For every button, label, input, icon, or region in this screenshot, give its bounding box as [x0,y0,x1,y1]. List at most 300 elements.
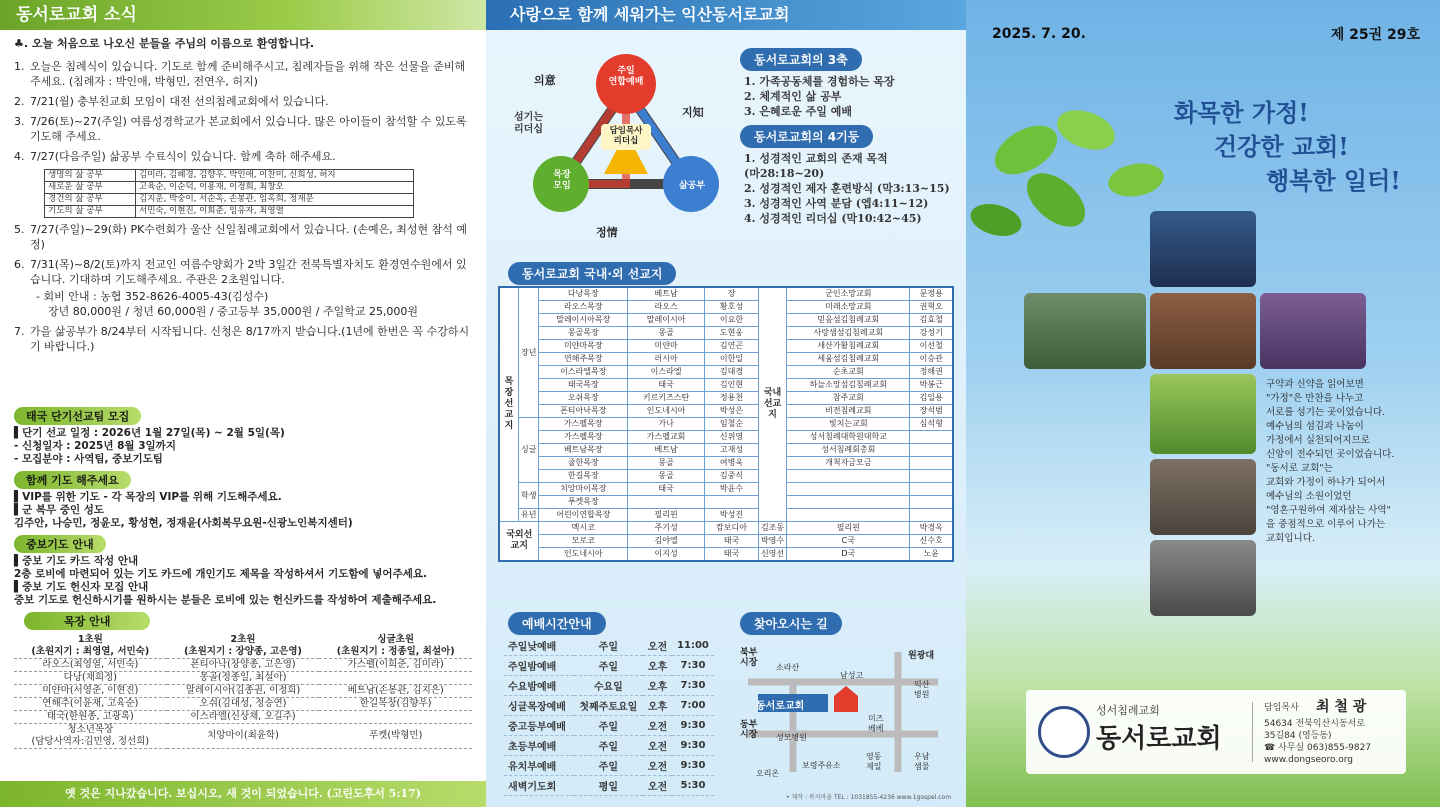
domestic-cell: 참주교회 [787,392,910,405]
mission-cell: 태국 [628,379,705,392]
description-line: "영혼구원하여 제자삼는 사역" [1266,505,1391,516]
mission-cell: 라오스목장 [539,301,628,314]
mission-cell: 이스라엘 [628,366,705,379]
label-single: 싱글 [519,418,539,483]
axis-item: 1. 가족공동체를 경험하는 목장 [744,75,895,88]
abroad-cell: 이지성 [628,548,705,562]
fee-info-2: 장년 80,000원 / 청년 60,000원 / 중고등부 35,000원 / 주일학교 25,000원 [48,305,419,318]
worship-name: 새벽기도회 [504,776,574,796]
section-intercession: 중보기도 안내 [14,535,106,553]
worship-time: 7:00 [672,696,714,716]
news-item [14,94,472,109]
church-info-card [1026,690,1406,774]
mission-row [499,431,953,444]
mission-cell: 박성은 [705,405,759,418]
bullet-line: ▌중보 기도 카드 작성 안내 [14,555,139,567]
worship-row [504,696,714,716]
mokjang-row [14,659,472,672]
mokjang-cell: 연해주(이윤재, 고육순) [14,698,167,711]
domestic-cell [910,444,953,457]
mission-row [499,366,953,379]
label-abroad: 국외선교지 [499,522,539,562]
mission-cell: 베트남 [628,287,705,301]
domestic-cell: 사랑샘섬김침례교회 [787,327,910,340]
worship-row [504,716,714,736]
news-text: 7/31(목)~8/2(토)까지 전교인 여름수양회가 2박 3일간 전북특별자치도 환경연수원에서 있습니다. 기대하며 기도해주세요. 주관은 2초원입니다. [30,258,467,286]
domestic-cell: 문정용 [910,287,953,301]
label-knowledge: 지知 [682,106,704,119]
worship-time: 9:30 [672,736,714,756]
worship-name: 주일밤예배 [504,656,574,676]
abroad-cell: D국 [787,548,910,562]
news-number: 3. [14,115,25,128]
domestic-cell: 순초교회 [787,366,910,379]
worship-row [504,776,714,796]
mokjang-row [14,698,472,711]
church-description [1266,378,1436,546]
worship-ampm: 오후 [643,696,672,716]
label-emotion: 정情 [596,226,618,239]
section-thai-mission: 태국 단기선교팀 모집 [14,407,141,425]
mokjang-cell: 미얀마(서영준, 이현진) [14,685,167,698]
mission-cell: 신위영 [705,431,759,444]
bullet-line: 2층 로비에 마련되어 있는 기도 카드에 개인기도 제목을 작성하셔서 기도함에 넣어주세요. [14,568,427,580]
abroad-row [499,535,953,548]
worship-day: 주일 [574,636,644,656]
map-miz: 미즈 베베 [868,714,884,733]
news-number: 1. [14,60,25,73]
pillar-item: (마28:18~20) [744,167,825,180]
study-members: 서민숙, 이현진, 이희준, 임유자, 최영열 [136,206,414,218]
photo-worship-stage [1150,211,1256,287]
news-item [14,257,472,287]
domestic-cell: 성서침례대학원대학교 [787,431,910,444]
mokjang-cell: 베트남(손봉관, 김지은) [319,685,472,698]
worship-day: 수요일 [574,676,644,696]
map-sungmo: 성모병원 [776,733,807,742]
mission-cell: 러시아 [628,353,705,366]
mission-row [499,340,953,353]
domestic-cell: 새산가활침례교회 [787,340,910,353]
worship-name: 수요밤예배 [504,676,574,696]
abroad-cell: 캄보디아 [705,522,759,535]
domestic-cell: 김효철 [910,314,953,327]
description-line: "가정"은 만찬을 나누고 [1266,393,1364,404]
mission-table [498,286,954,562]
domestic-cell: 세움섬김침례교회 [787,353,910,366]
domestic-cell: 성서침례회총회 [787,444,910,457]
address-line-1: 54634 전북익산시동서로 [1264,719,1366,729]
domestic-cell [910,509,953,522]
worship-row [504,636,714,656]
worship-day: 평일 [574,776,644,796]
verse-footer: 옛 것은 지나갔습니다. 보십시오, 새 것이 되었습니다. (고린도후서 5:17) [0,781,486,807]
domestic-cell [910,496,953,509]
pillar-item: 1. 성경적인 교회의 존재 목적 [744,152,888,165]
axis-item: 2. 체계적인 삶 공부 [744,90,842,103]
mission-cell: 말레이시아 [628,314,705,327]
worship-ampm: 오전 [643,776,672,796]
mission-cell: 쥴한목장 [539,457,628,470]
label-domestic: 국내선교지 [758,287,786,522]
pastor-label: 담임목사 [1264,703,1299,713]
worship-name: 싱글목장예배 [504,696,574,716]
issue-date: 2025. 7. 20. [992,26,1086,42]
bullet-line: ▌중보 기도 헌신자 모집 안내 [14,581,149,593]
photo-baptism [1150,293,1256,369]
domestic-cell: 하늘소망섬김침례교회 [787,379,910,392]
church-name: 동서로교회 [1096,724,1222,754]
mokjang-cell: 몽골(정종일, 최설아) [167,672,320,685]
bullet-line: ▌군 복무 중인 성도 [14,504,105,516]
abroad-cell: 모로코 [539,535,628,548]
news-number: 6. [14,258,25,271]
mokjang-header: 1초원 (초원지기 : 최영열, 서민숙) [14,634,167,659]
mission-cell: 태국 [628,483,705,496]
mission-cell: 몽골목장 [539,327,628,340]
label-servant-leadership: 섬기는 리더십 [514,112,543,135]
mission-row [499,301,953,314]
mokjang-cell: 가스펠(이희준, 김미라) [319,659,472,672]
church-phone: ☎ 사무실 063)855-9827 [1264,743,1372,753]
domestic-cell: 권혁오 [910,301,953,314]
mission-cell: 미얀마 [628,340,705,353]
news-text: 7/27(주일)~29(화) PK수련회가 울산 신일침례교회에서 있습니다. (손예은, 최성현 참석 예정) [30,223,467,251]
mokjang-cell: 푸켓(박형민) [319,724,472,749]
mokjang-cell: 청소년목장 (담당사역자:김민영, 정선희) [14,724,167,749]
mission-cell: 황호성 [705,301,759,314]
mission-row [499,457,953,470]
domestic-cell: 개척자금모금 [787,457,910,470]
mission-cell: 키르키즈스탄 [628,392,705,405]
map-bukbu: 북부 시장 [740,648,758,668]
mission-cell: 베트남 [628,444,705,457]
domestic-cell [910,470,953,483]
domestic-cell [787,496,910,509]
mission-cell: 다낭목장 [539,287,628,301]
mission-cell: 연해주목장 [539,353,628,366]
mission-cell: 라오스 [628,301,705,314]
news-text: 7/21(월) 충부친교회 모임이 대전 선의침례교회에서 있습니다. [30,95,329,108]
abroad-cell: 노윤 [910,548,953,562]
study-row [45,170,414,182]
mission-cell: 어린이연합목장 [539,509,628,522]
mokjang-header: 싱글초원 (초원지기 : 정종일, 최설아) [319,634,472,659]
worship-day: 첫째주토요일 [574,696,644,716]
mission-title: 동서로교회 국내·외 선교지 [508,262,676,285]
photo-children-group [1150,374,1256,454]
domestic-cell: 장석범 [910,405,953,418]
church-denomination: 성서침례교회 [1096,704,1160,717]
mission-row [499,327,953,340]
map-dongbu: 동부 시장 [740,720,758,740]
mission-cell: 폰티아낙목장 [539,405,628,418]
description-line: 서로를 섬기는 곳이었습니다. [1266,407,1386,418]
mission-cell: 오쉬목장 [539,392,628,405]
label-study: 삶공부 [678,181,706,191]
mission-cell: 장 [705,287,759,301]
photo-youth-worship [1260,293,1366,369]
worship-table [504,636,714,796]
mokjang-row [14,711,472,724]
abroad-cell: 필리핀 [787,522,910,535]
news-item [14,324,472,354]
mokjang-header: 2초원 (초원지기 : 장양종, 고은영) [167,634,320,659]
mokjang-cell: 말레이시아(김종권, 이정희) [167,685,320,698]
worship-ampm: 오후 [643,656,672,676]
photo-group-outdoor [1024,293,1146,369]
study-members: 고육순, 이순덕, 이용재, 이정희, 최창오 [136,182,414,194]
mission-cell: 미얀마목장 [539,340,628,353]
worship-day: 주일 [574,736,644,756]
mission-cell: 말레이시아목장 [539,314,628,327]
news-text: 7/27(다음주일) 삶공부 수료식이 있습니다. 함께 축하 해주세요. [30,150,336,163]
mokjang-cell: 치앙마이(최윤학) [167,724,320,749]
mokjang-cell: 이스라엘(신상채, 오길주) [167,711,320,724]
news-text: 가을 삶공부가 8/24부터 시작됩니다. 신청은 8/17까지 받습니다.(1년에 한번은 꼭 수강하시기 바랍니다.) [30,325,470,353]
domestic-cell: 미래소망교회 [787,301,910,314]
abroad-cell: 박영수 [758,535,786,548]
study-course: 기도의 삶 공부 [45,206,136,218]
mission-row [499,353,953,366]
three-axes-title: 동서로교회의 3축 [740,48,862,71]
mission-cell: 인도네시아 [628,405,705,418]
bullet-line: 김주안, 나승민, 정윤모, 황성현, 정재윤(사회복무요원-신광노인복지센터) [14,517,353,529]
mission-cell [628,496,705,509]
domestic-cell: 강성기 [910,327,953,340]
description-line: 예수님의 소원이었던 [1266,491,1352,502]
map-woosung: 우남 샘물 [914,752,930,771]
issue-volume: 제 25권 29호 [1330,27,1420,43]
church-website[interactable]: www.dongseoro.org [1264,755,1353,765]
domestic-cell: 군인소망교회 [787,287,910,301]
mission-row [499,379,953,392]
mission-cell: 몽골 [628,470,705,483]
domestic-cell [787,470,910,483]
mission-cell: 김중식 [705,470,759,483]
church-logo [1038,706,1090,758]
mission-row [499,509,953,522]
photo-small-group [1150,459,1256,535]
study-row [45,194,414,206]
study-course: 생명의 삶 공부 [45,170,136,182]
worship-ampm: 오전 [643,636,672,656]
news-item [14,114,472,144]
map-oreum: 오리온 [756,769,780,778]
description-line: 교회입니다. [1266,533,1315,544]
vision-panel [486,0,966,807]
map-soragan: 소라산 [776,663,800,672]
worship-row [504,736,714,756]
bullet-line: 중보 기도로 헌신하시기를 원하시는 분들은 로비에 있는 헌신카드를 작성하여 제출해주세요. [14,594,437,606]
mokjang-cell: 다낭(채희정) [14,672,167,685]
study-course: 새로운 삶 공부 [45,182,136,194]
section-prayer: 함께 기도 해주세요 [14,471,131,489]
domestic-cell [787,509,910,522]
worship-name: 유치부예배 [504,756,574,776]
mission-row [499,287,953,301]
domestic-cell [787,483,910,496]
church-icon [834,686,858,712]
worship-time: 7:30 [672,676,714,696]
abroad-cell: 김야엘 [628,535,705,548]
map-title: 찾아오시는 길 [740,612,842,635]
news-item [14,59,472,89]
worship-day: 주일 [574,716,644,736]
mission-cell: 가스펠교회 [628,431,705,444]
mission-row [499,496,953,509]
map-church-label: 동서로교회 [756,701,805,712]
news-number: 2. [14,95,25,108]
news-header: 동서로교회 소식 [0,0,486,30]
worship-row [504,676,714,696]
map-iksan: 익산 병원 [914,680,930,699]
abroad-cell: 신영선 [758,548,786,562]
study-members: 김지운, 박숭이, 서순옥, 손봉관, 임옥희, 정재문 [136,194,414,206]
mokjang-cell: 한길목장(김향우) [319,698,472,711]
worship-name: 초등부예배 [504,736,574,756]
mokjang-header-row [14,634,472,659]
mokjang-cell [319,672,472,685]
domestic-cell: 이승관 [910,353,953,366]
pillar-item: 2. 성경적인 제자 훈련방식 (막3:13~15) [744,182,950,195]
abroad-cell: 주기성 [628,522,705,535]
mission-cell: 김대경 [705,366,759,379]
label-student: 학생 [519,483,539,509]
credit-text: • 제작 : 복지마을 TEL : 1031855-4236 www.1gospel.com [786,794,952,801]
mission-cell: 몽골 [628,457,705,470]
abroad-cell: 박경옥 [910,522,953,535]
pillar-item: 4. 성경적인 리더십 (막10:42~45) [744,212,922,225]
mokjang-cell [319,711,472,724]
abroad-cell: 태국 [705,548,759,562]
worship-row [504,756,714,776]
mission-cell: 베트남목장 [539,444,628,457]
mission-cell: 몽골 [628,327,705,340]
mission-row [499,314,953,327]
worship-ampm: 오전 [643,736,672,756]
worship-title: 예배시간안내 [508,612,606,635]
slogan-line-2: 건강한 교회! [1214,132,1349,161]
domestic-cell: 빛치는교회 [787,418,910,431]
axis-item: 3. 은혜로운 주일 예배 [744,105,852,118]
worship-time: 5:30 [672,776,714,796]
mokjang-cell: 폰티아낙(장양종, 고은영) [167,659,320,672]
description-line: 가정에서 실천되어지므로 [1266,435,1370,446]
domestic-cell: 박봉근 [910,379,953,392]
mokjang-cell: 오쉬(김대성, 정승연) [167,698,320,711]
slogan-line-3: 행복한 일터! [1266,166,1401,195]
mission-cell: 가스펠목장 [539,418,628,431]
mokjang-row [14,685,472,698]
news-text: 오늘은 침례식이 있습니다. 기도로 함께 준비해주시고, 침례자들을 위해 작은 선물을 준비해주세요. (침례자 : 박인애, 박형민, 전연우, 허지) [30,60,466,88]
mission-row [499,444,953,457]
mission-cell: 가스펠목장 [539,431,628,444]
domestic-cell [910,483,953,496]
study-course: 경건의 삶 공부 [45,194,136,206]
worship-ampm: 오전 [643,716,672,736]
study-row [45,182,414,194]
map-namsung: 남성고 [840,671,864,680]
mission-row [499,483,953,496]
worship-time: 9:30 [672,716,714,736]
mission-row [499,470,953,483]
mission-cell: 필리핀 [628,509,705,522]
church-address [1264,718,1371,766]
worship-ampm: 오후 [643,676,672,696]
label-sunday-worship: 주일 연합예배 [608,66,644,87]
abroad-cell: 멕시코 [539,522,628,535]
map-wongwang: 원광대 [908,651,935,661]
study-row [45,206,414,218]
pastor-name: 최 철 광 [1316,699,1367,715]
map-boryang: 보령주유소 [802,761,841,770]
mission-cell: 정용천 [705,392,759,405]
worship-row [504,656,714,676]
bullet-line: ▌VIP를 위한 기도 - 각 목장의 VIP를 위해 기도해주세요. [14,491,282,503]
worship-name: 주일낮예배 [504,636,574,656]
mission-cell: 고재성 [705,444,759,457]
mission-cell: 태국목장 [539,379,628,392]
label-mokjang: 목장 모임 [553,170,571,191]
news-text: 7/26(토)~27(주일) 여름성경학교가 본교회에서 있습니다. 많은 아이들이 참석할 수 있도록 기도해 주세요. [30,115,467,143]
description-line: 교회와 가정이 하나가 되어서 [1266,477,1386,488]
domestic-cell: 정해권 [910,366,953,379]
label-will: 의意 [534,74,556,87]
abroad-cell: 신수호 [910,535,953,548]
domestic-cell: 비전침례교회 [787,405,910,418]
label-youth: 유년 [519,509,539,522]
four-pillars-title: 동서로교회의 4기둥 [740,125,873,148]
mission-row [499,405,953,418]
mokjang-cell: 라오스(최영열, 서민숙) [14,659,167,672]
domestic-cell: 이선철 [910,340,953,353]
mission-row [499,392,953,405]
mokjang-row [14,672,472,685]
section-mokjang: 목장 안내 [24,612,150,630]
news-number: 5. [14,223,25,236]
mokjang-row [14,724,472,749]
mission-cell: 박윤수 [705,483,759,496]
mission-cell: 도현웅 [705,327,759,340]
domestic-cell: 김일용 [910,392,953,405]
address-line-2: 35길84 (영등동) [1264,731,1332,741]
mission-cell: 치앙마이목장 [539,483,628,496]
mission-cell: 이요한 [705,314,759,327]
label-mokjang-mission: 목장선교지 [499,287,519,522]
worship-time: 11:00 [672,636,714,656]
news-number: 7. [14,325,25,338]
mission-cell: 박성진 [705,509,759,522]
mission-cell: 김인현 [705,379,759,392]
description-line: 구약과 신약을 읽어보면 [1266,379,1364,390]
abroad-cell: C국 [787,535,910,548]
study-members: 김미라, 김혜경, 김향우, 박인애, 이찬미, 신희성, 허지 [136,170,414,182]
abroad-row [499,522,953,535]
mission-cell [705,496,759,509]
label-leadership: 담임목사 리더십 [609,126,643,146]
news-item [14,149,472,164]
vision-header: 사랑으로 함께 세워가는 익산동서로교회 [486,0,966,30]
news-number: 4. [14,150,25,163]
domestic-cell [910,431,953,444]
abroad-row [499,548,953,562]
worship-day: 주일 [574,656,644,676]
map-yeongdong: 영동 제일 [866,752,882,771]
study-table [44,169,414,218]
abroad-cell: 태국 [705,535,759,548]
welcome-text: ♣. 오늘 처음으로 나오신 분들을 주님의 이름으로 환영합니다. [14,37,315,50]
